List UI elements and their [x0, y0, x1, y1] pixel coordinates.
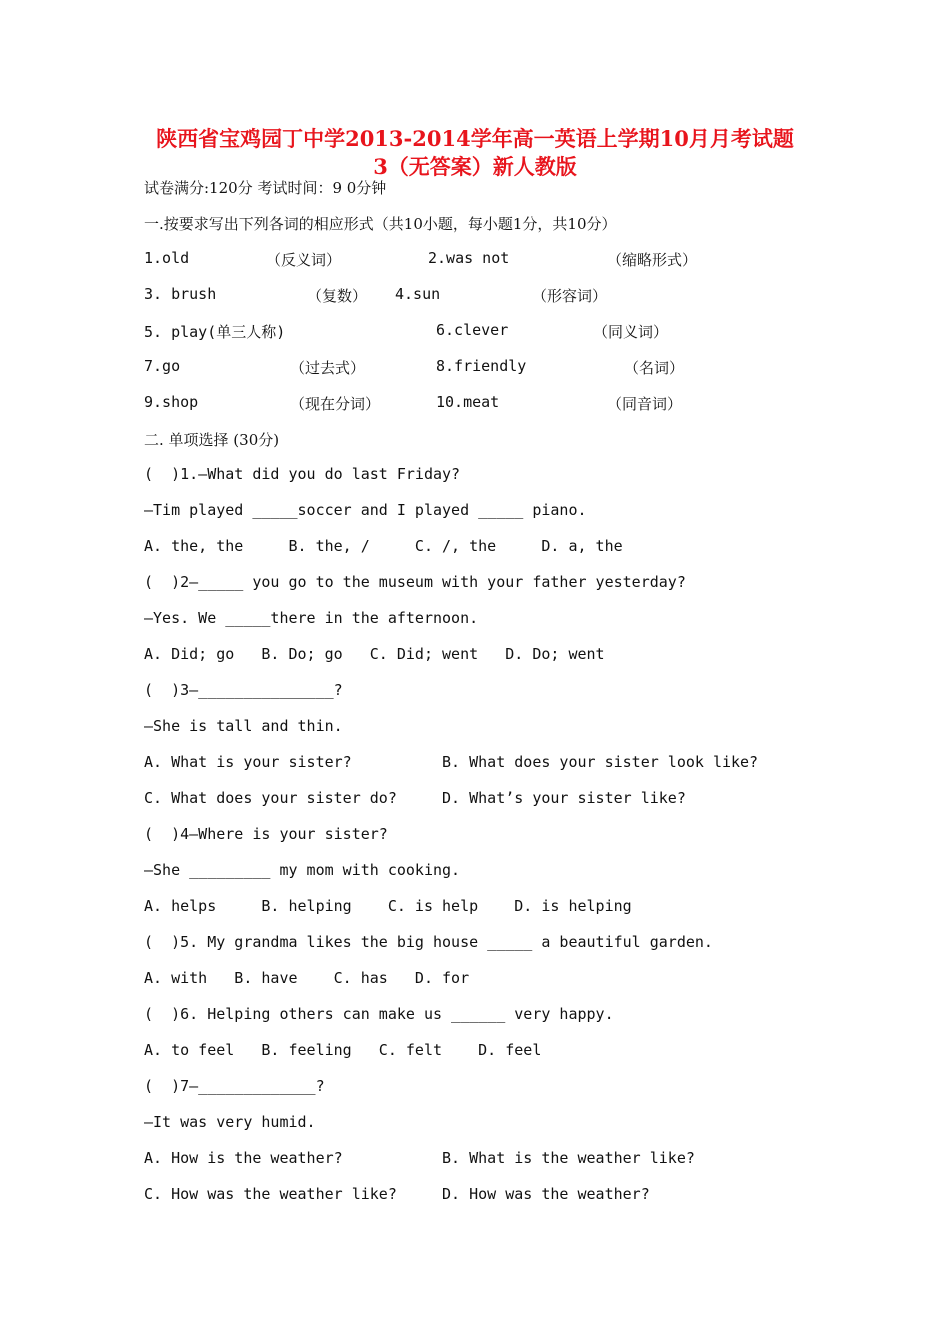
question-line: ( )4—Where is your sister? — [144, 825, 388, 843]
word-hint: （缩略形式） — [607, 251, 698, 269]
exam-info: 试卷满分:120分 考试时间：9 0分钟 — [144, 179, 387, 197]
word-item: 5. play(单三人称) — [144, 323, 286, 341]
question-line: —Tim played _____soccer and I played _____ piano. — [144, 501, 587, 519]
answer-options: A. What is your sister? B. What does your sister look like? — [144, 753, 759, 771]
answer-options: A. with B. have C. has D. for — [144, 969, 470, 987]
question-line: ( )2—_____ you go to the museum with your father yesterday? — [144, 573, 686, 591]
question-line: —She _________ my mom with cooking. — [144, 861, 461, 879]
word-hint: （同义词） — [593, 323, 669, 341]
question-line: ( )1.—What did you do last Friday? — [144, 465, 461, 483]
question-line: —It was very humid. — [144, 1113, 316, 1131]
section-1-heading: 一.按要求写出下列各词的相应形式（共10小题，每小题1分，共10分） — [144, 215, 617, 233]
word-item: 4.sun — [395, 285, 441, 303]
answer-options: C. What does your sister do? D. What’s your sister like? — [144, 789, 686, 807]
word-hint: （名词） — [624, 359, 685, 377]
word-hint: （复数） — [307, 287, 368, 305]
word-hint: （反义词） — [266, 251, 342, 269]
word-item: 9.shop — [144, 393, 199, 411]
question-line: —Yes. We _____there in the afternoon. — [144, 609, 479, 627]
answer-options: C. How was the weather like? D. How was the weather? — [144, 1185, 650, 1203]
word-hint: （现在分词） — [290, 395, 381, 413]
word-item: 1.old — [144, 249, 190, 267]
answer-options: A. to feel B. feeling C. felt D. feel — [144, 1041, 542, 1059]
word-item: 8.friendly — [436, 357, 527, 375]
word-hint: （过去式） — [290, 359, 366, 377]
word-hint: （同音词） — [607, 395, 683, 413]
answer-options: A. How is the weather? B. What is the weather like? — [144, 1149, 695, 1167]
word-hint: （形容词） — [532, 287, 608, 305]
word-item: 10.meat — [436, 393, 500, 411]
answer-options: A. the, the B. the, / C. /, the D. a, the — [144, 537, 623, 555]
word-item: 2.was not — [428, 249, 510, 267]
word-item: 6.clever — [436, 321, 509, 339]
answer-options: A. helps B. helping C. is help D. is helping — [144, 897, 632, 915]
question-line: ( )5. My grandma likes the big house _____ a beautiful garden. — [144, 933, 713, 951]
question-line: ( )3—_______________? — [144, 681, 343, 699]
question-line: —She is tall and thin. — [144, 717, 343, 735]
question-line: ( )6. Helping others can make us ______ very happy. — [144, 1005, 614, 1023]
document-title-line-2: 3（无答案）新人教版 — [373, 154, 577, 179]
word-item: 7.go — [144, 357, 181, 375]
word-item: 3. brush — [144, 285, 217, 303]
question-line: ( )7—_____________? — [144, 1077, 325, 1095]
section-2-heading: 二. 单项选择 (30分) — [144, 431, 280, 449]
document-title-line-1: 陕西省宝鸡园丁中学2013-2014学年高一英语上学期10月月考试题 — [156, 126, 794, 151]
answer-options: A. Did; go B. Do; go C. Did; went D. Do; went — [144, 645, 605, 663]
